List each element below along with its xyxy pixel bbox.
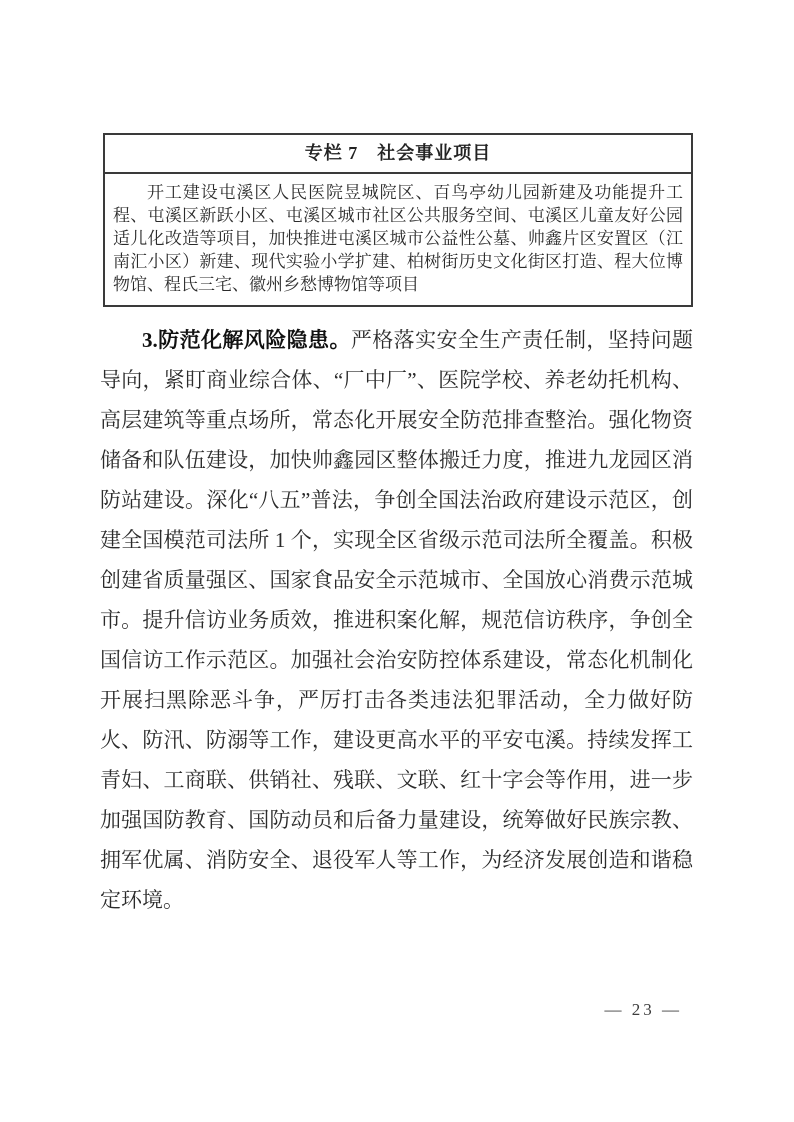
paragraph-risk-prevention [100,320,693,920]
paragraph-lead-heading: 3.防范化解风险隐患。 [142,328,351,352]
callout-box-title: 专栏 7 社会事业项目 [105,135,691,174]
page-number: — 23 — [604,1000,682,1019]
callout-box-social-projects [103,133,693,307]
paragraph-body-text: 严格落实安全生产责任制，坚持问题导向，紧盯商业综合体、“厂中厂”、医院学校、养老幼托机构、高层建筑等重点场所，常态化开展安全防范排查整治。强化物资储备和队伍建设，加快帅鑫园区整体搬迁力度，推进九龙园区消防站建设。深化“八五”普法，争创全国法治政府建设示范区，创建全国模范司法所 1 个，实现全区省级示范司法所全覆盖。积极创建省质量强区、国家食品安全示范城市、全国放心消费示范城市。提升信访业务质效，推进积案化解，规范信访秩序，争创全国信访工作示范区。加强社会治安防控体系建设，常态化机制化开展扫黑除恶斗争，严厉打击各类违法犯罪活动，全力做好防火、防汛、防溺等工作，建设更高水平的平安屯溪。持续发挥工青妇、工商联、供销社、残联、文联、红十字会等作用，进一步加强国防教育、国防动员和后备力量建设，统筹做好民族宗教、拥军优属、消防安全、退役军人等工作，为经济发展创造和谐稳定环境。 [100,328,694,912]
callout-box-body: 开工建设屯溪区人民医院昱城院区、百鸟亭幼儿园新建及功能提升工程、屯溪区新跃小区、屯溪区城市社区公共服务空间、屯溪区儿童友好公园适儿化改造等项目，加快推进屯溪区城市公益性公墓、帅鑫片区安置区（江南汇小区）新建、现代实验小学扩建、柏树街历史文化街区打造、程大位博物馆、程氏三宅、徽州乡愁博物馆等项目 [113,183,683,294]
